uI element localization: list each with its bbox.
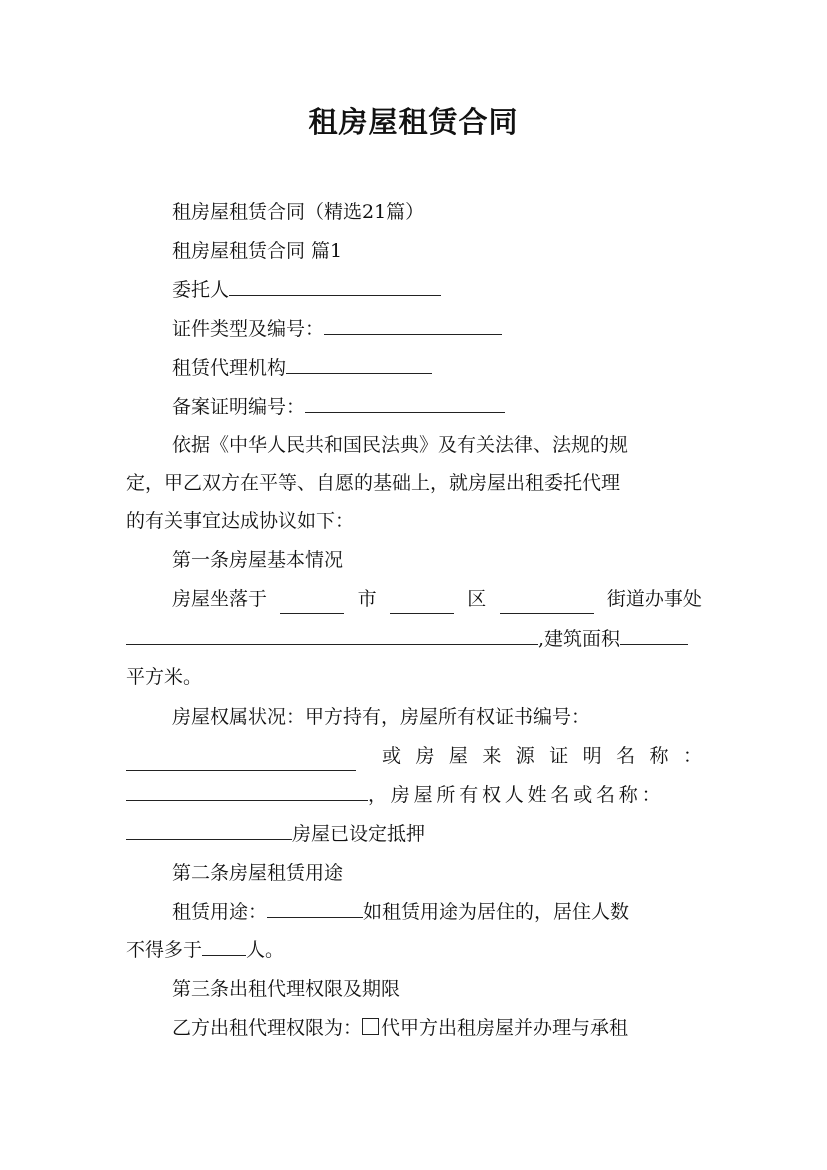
scope-prefix: 乙方出租代理权限为：	[172, 1017, 363, 1039]
location-prefix: 房屋坐落于	[172, 588, 268, 610]
ownership-or-char: 源	[515, 745, 535, 767]
document-subtitle: 租房屋租赁合同（精选21篇）	[172, 201, 425, 223]
ownership-or-char: 屋	[448, 745, 468, 767]
checkbox-icon[interactable]	[362, 1018, 379, 1035]
city-label: 市	[357, 588, 377, 610]
filing-no-label: 备案证明编号：	[172, 396, 306, 418]
ownership-line-2	[126, 741, 702, 771]
agency-label: 租赁代理机构	[172, 357, 287, 379]
ownership-or-text	[382, 741, 702, 771]
intro-line-1: 依据《中华人民共和国民法典》及有关法律、法规的规	[172, 434, 629, 456]
address-blank	[126, 624, 538, 645]
ownership-or-char: 房	[415, 745, 435, 767]
ownership-or-char: 称	[649, 745, 669, 767]
ownership-or-char: 名	[616, 745, 636, 767]
id-type-field	[172, 314, 502, 344]
mortgage-text: 房屋已设定抵押	[292, 823, 426, 845]
article1-heading: 第一条房屋基本情况	[172, 549, 344, 571]
street-blank	[500, 593, 594, 614]
ownership-line-4	[126, 819, 425, 849]
document-title: 租房屋租赁合同	[308, 105, 519, 139]
ownership-line-1: 房屋权属状况：甲方持有，房屋所有权证书编号：	[172, 706, 591, 728]
area-label: ,建筑面积	[538, 628, 621, 650]
street-label: 街道办事处	[606, 588, 702, 610]
intro-line-2: 定，甲乙双方在平等、自愿的基础上，就房屋出租委托代理	[126, 472, 621, 494]
purpose-note: 如租赁用途为居住的，居住人数	[363, 901, 630, 923]
limit-suffix: 人。	[246, 939, 285, 961]
location-line	[172, 584, 702, 614]
article3-heading: 第三条出租代理权限及期限	[172, 978, 401, 1000]
principal-label: 委托人	[172, 279, 230, 301]
ownership-line-3	[126, 780, 664, 810]
agency-blank	[286, 353, 432, 374]
city-blank	[280, 593, 344, 614]
ownership-or-char: 证	[549, 745, 569, 767]
source-name-blank	[126, 780, 368, 801]
district-blank	[390, 593, 454, 614]
id-type-blank	[324, 314, 502, 335]
purpose-blank	[267, 897, 363, 918]
purpose-label: 租赁用途：	[172, 901, 268, 923]
owner-name-blank	[126, 819, 292, 840]
principal-field	[172, 275, 441, 305]
ownership-or-char: 明	[582, 745, 602, 767]
agency-field	[172, 353, 432, 383]
occupancy-blank	[202, 935, 246, 956]
article2-heading: 第二条房屋租赁用途	[172, 862, 344, 884]
area-line	[126, 624, 688, 654]
certificate-no-blank	[126, 750, 356, 771]
district-label: 区	[467, 588, 487, 610]
area-unit: 平方米。	[126, 666, 203, 688]
filing-no-field	[172, 392, 505, 422]
principal-blank	[229, 275, 441, 296]
scope-option: 代甲方出租房屋并办理与承租	[381, 1017, 629, 1039]
filing-no-blank	[305, 392, 505, 413]
intro-line-3: 的有关事宜达成协议如下：	[126, 510, 355, 532]
ownership-or-char: 或	[382, 745, 402, 767]
ownership-or-char: 来	[482, 745, 502, 767]
chapter-heading: 租房屋租赁合同 篇1	[172, 240, 343, 262]
area-blank	[620, 624, 688, 645]
ownership-owner-text: ，房屋所有权人姓名或名称：	[368, 784, 665, 806]
limit-prefix: 不得多于	[126, 939, 203, 961]
id-type-label: 证件类型及编号：	[172, 318, 325, 340]
ownership-or-char: ：	[682, 745, 702, 767]
scope-line	[172, 1013, 628, 1043]
purpose-line	[172, 897, 629, 927]
occupancy-limit-line	[126, 935, 284, 965]
